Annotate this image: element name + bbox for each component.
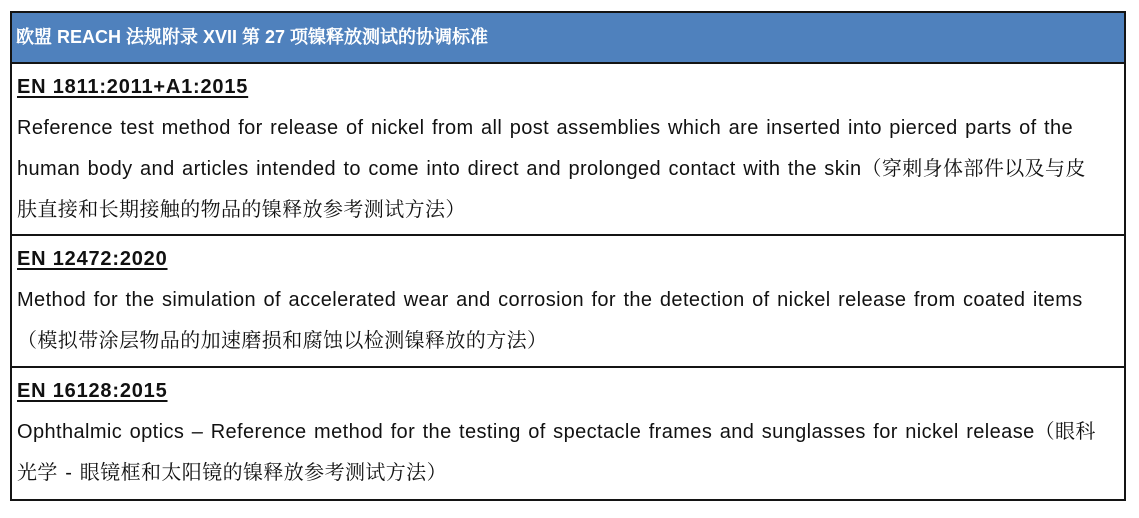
standard-row-en-12472 — [12, 236, 1124, 368]
description-line: （模拟带涂层物品的加速磨损和腐蚀以检测镍释放的方法） — [17, 330, 548, 352]
description-line: 肤直接和长期接触的物品的镍释放参考测试方法） — [17, 199, 466, 221]
description-line: Method for the simulation of accelerated wear and corrosion for the detection of nickel release from coated items — [17, 289, 1083, 311]
standards-table — [10, 11, 1126, 501]
standard-code: EN 16128:2015 — [17, 380, 168, 402]
standard-code: EN 12472:2020 — [17, 248, 168, 270]
table-header — [12, 13, 1124, 64]
standard-row-en-16128 — [12, 368, 1124, 499]
description-line: 光学 - 眼镜框和太阳镜的镍释放参考测试方法） — [17, 462, 447, 484]
description-line: Ophthalmic optics – Reference method for the testing of spectacle frames and sunglasses for nickel release（眼科 — [17, 421, 1096, 443]
standard-code: EN 1811:2011+A1:2015 — [17, 76, 249, 98]
description-line: human body and articles intended to come into direct and prolonged contact with the skin（穿刺身体部件以及与皮 — [17, 158, 1086, 180]
description-line: Reference test method for release of nickel from all post assemblies which are inserted into pierced parts of the — [17, 117, 1074, 139]
standard-row-en-1811 — [12, 64, 1124, 236]
table-title: 欧盟 REACH 法规附录 XVII 第 27 项镍释放测试的协调标准 — [16, 27, 489, 47]
